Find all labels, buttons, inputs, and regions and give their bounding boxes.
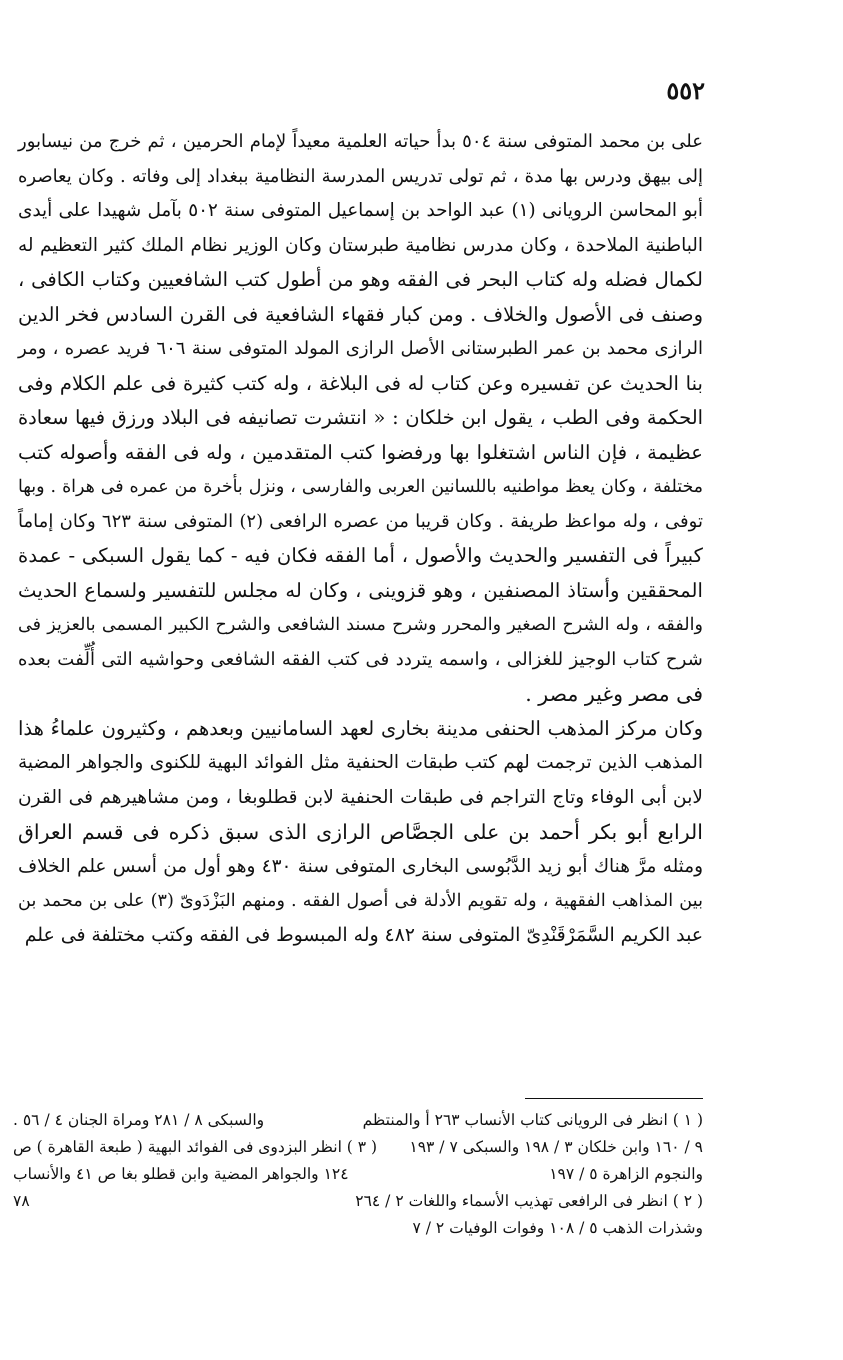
text-line: فى مصر وغير مصر . xyxy=(525,682,703,706)
footnote-row xyxy=(13,1134,703,1161)
text-line: إلى بيهق ودرس بها مدة ، ثم تولى تدريس المدرسة النظامية ببغداد إلى وفاته . وكان يعاصره xyxy=(18,165,703,187)
text-line: كبيراً فى التفسير والحديث والأصول ، أما الفقه فكان فيه - كما يقول السبكى - عمدة xyxy=(18,544,703,567)
text-line: المحققين وأستاذ المصنفين ، وهو قزوينى ، وكان له مجلس للتفسير ولسماع الحديث xyxy=(18,578,703,602)
text-line: الباطنية الملاحدة ، وكان مدرس نظامية طبرستان وكان الوزير نظام الملك كثير التعظيم له xyxy=(18,234,703,256)
text-line: الرازى محمد بن عمر الطبرستانى الأصل الرازى المولد المتوفى سنة ٦٠٦ فريد عصره ، ومر xyxy=(18,338,703,359)
footnote-row xyxy=(13,1188,703,1215)
text-line: على بن محمد المتوفى سنة ٥٠٤ بدأ حياته العلمية معيداً لإمام الحرمين ، ثم خرج من نيسابور xyxy=(18,131,704,152)
footnote-row xyxy=(13,1107,703,1134)
text-line: لابن أبى الوفاء وتاج التراجم فى طبقات الحنفية لابن قطلوبغا ، ومن مشاهيرهم فى القرن xyxy=(18,786,703,808)
text-line: توفى ، وله مواعظ طريفة . وكان قريبا من عصره الرافعى (٢) المتوفى سنة ٦٢٣ وكان إماماً xyxy=(18,510,703,532)
footnote-divider xyxy=(525,1098,703,1099)
footnote-text-left: والسبكى ٨ / ٢٨١ ومراة الجنان ٤ / ٥٦ . xyxy=(13,1111,265,1129)
footnote-row xyxy=(13,1215,703,1242)
footnotes xyxy=(13,1107,703,1242)
footnote-text-left: ( ٣ ) انظر البزدوى فى الفوائد البهية ( طبعة القاهرة ) ص xyxy=(13,1138,378,1156)
text-line: ومثله مرَّ هناك أبو زيد الدَّبُوسى البخارى المتوفى سنة ٤٣٠ وهو أول من أسس علم الخلاف xyxy=(18,855,703,877)
footnote-text-right: ٩ / ١٦٠ وابن خلكان ٣ / ١٩٨ والسبكى ٧ / ١٩٣ xyxy=(409,1138,703,1156)
text-line: لكمال فضله وله كتاب البحر فى الفقه وهو من أطول كتب الشافعيين وكتاب الكافى ، xyxy=(18,268,703,291)
text-line: بين المذاهب الفقهية ، وله تقويم الأدلة فى أصول الفقه . ومنهم البَزْدَوىّ (٣) على بن محمد بن xyxy=(18,891,704,911)
page-number: ٥٥٢ xyxy=(666,76,705,105)
body-text xyxy=(18,125,703,953)
footnote-text-left: ١٢٤ والجواهر المضية وابن قطلو بغا ص ٤١ والأنساب xyxy=(13,1165,349,1183)
text-line: أبو المحاسن الرويانى (١) عبد الواحد بن إسماعيل المتوفى سنة ٥٠٢ بآمل شهيدا على أيدى xyxy=(18,200,703,221)
text-line: والفقه ، وله الشرح الصغير والمحرر وشرح مسند الشافعى والشرح الكبير المسمى بالعزيز فى xyxy=(18,615,703,635)
footnote-text-right: والنجوم الزاهرة ٥ / ١٩٧ xyxy=(549,1165,703,1183)
text-line: الحكمة وفى الطب ، يقول ابن خلكان : « انتشرت تصانيفه فى البلاد ورزق فيها سعادة xyxy=(18,406,703,429)
text-line: الرابع أبو بكر أحمد بن على الجصَّاص الرازى الذى سبق ذكره فى قسم العراق xyxy=(18,820,703,844)
footnote-text-right: ( ٢ ) انظر فى الرافعى تهذيب الأسماء واللغات ٢ / ٢٦٤ xyxy=(355,1192,703,1210)
text-line: شرح كتاب الوجيز للغزالى ، واسمه يتردد فى كتب الفقه الشافعى وحواشيه التى أُلِّفت بعده xyxy=(18,648,703,670)
footnote-text-left: ٧٨ xyxy=(13,1192,30,1210)
text-line: وصنف فى الأصول والخلاف . ومن كبار فقهاء الشافعية فى القرن السادس فخر الدين xyxy=(18,302,703,326)
text-line: وكان مركز المذهب الحنفى مدينة بخارى لعهد السامانيين وبعدهم ، وكثيرون علماءُ هذا xyxy=(18,716,703,740)
footnote-text-right: وشذرات الذهب ٥ / ١٠٨ وفوات الوفيات ٢ / ٧ xyxy=(412,1219,703,1237)
text-line: عبد الكريم السَّمَرْقَنْدِىّ المتوفى سنة ٤٨٢ وله المبسوط فى الفقه وكتب مختلفة فى علم xyxy=(24,924,703,946)
text-line: عظيمة ، فإن الناس اشتغلوا بها ورفضوا كتب المتقدمين ، وله فى الفقه وأصوله كتب xyxy=(18,440,703,464)
footnote-text-right: ( ١ ) انظر فى الرويانى كتاب الأنساب ٢٦٣ أ والمنتظم xyxy=(362,1111,703,1129)
text-line: بنا الحديث عن تفسيره وعن كتاب له فى البلاغة ، وله كتب كثيرة فى علم الكلام وفى xyxy=(18,371,703,395)
text-line: مختلفة ، وكان يعظ مواطنيه باللسانين العربى والفارسى ، ونزل بأخرة من عمره فى هراة . وبها xyxy=(18,477,703,497)
footnote-row xyxy=(13,1161,703,1188)
text-line: المذهب الذين ترجمت لهم كتب طبقات الحنفية مثل الفوائد البهية للكنوى والجواهر المضية xyxy=(18,752,703,773)
